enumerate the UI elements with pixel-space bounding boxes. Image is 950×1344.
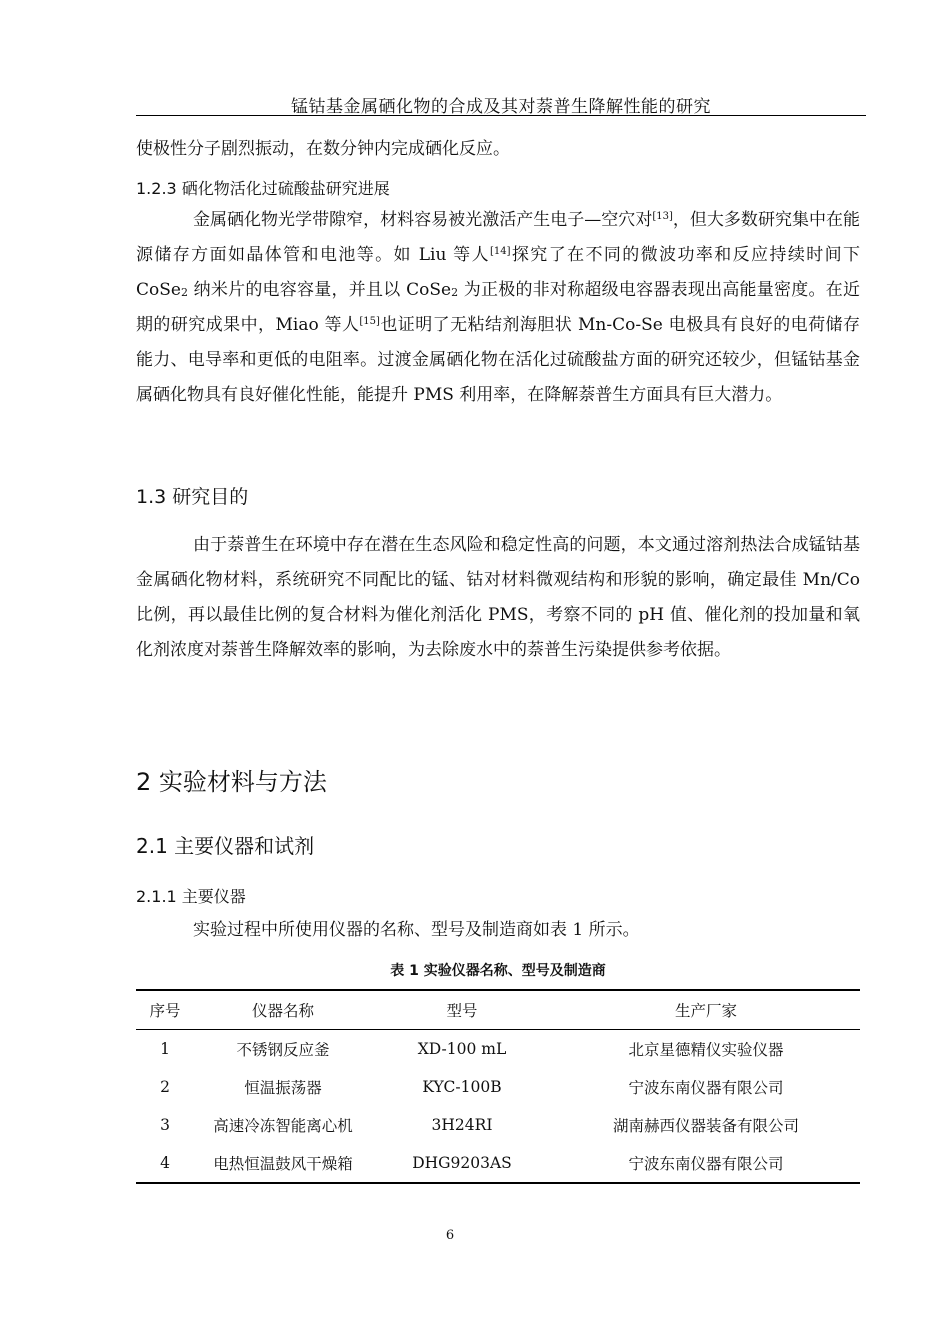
- table-row: [136, 1068, 860, 1106]
- text-segment: ，但大多数研究集中在能源储存方面如晶体管和电池等。如 Liu 等人: [136, 210, 861, 265]
- cell-name: 不锈钢反应釜: [236, 1041, 330, 1059]
- heading-2-1: 2.1 主要仪器和试剂: [136, 834, 315, 858]
- cell-manufacturer: 宁波东南仪器有限公司: [552, 1144, 860, 1183]
- table-row: [136, 1106, 860, 1144]
- heading-1-2-3: 1.2.3 硒化物活化过硫酸盐研究进展: [136, 179, 390, 198]
- citation-15: [15]: [359, 316, 380, 327]
- heading-1-3: 1.3 研究目的: [136, 486, 249, 508]
- text-segment: 金属硒化物光学带隙窄，材料容易被光激活产生电子—空穴对: [193, 210, 653, 230]
- cell-name: 恒温振荡器: [244, 1079, 322, 1097]
- paragraph-research-purpose: 由于萘普生在环境中存在潜在生态风险和稳定性高的问题，本文通过溶剂热法合成锰钴基金属硒化物材料，系统研究不同配比的锰、钴对材料微观结构和形貌的影响，确定最佳 Mn/Co 比例，再以最佳比例的复合材料为催化剂活化 PMS，考察不同的 pH 值、催化剂的投加量和氧化剂浓度对萘普生降解效率的影响，为去除废水中的萘普生污染提供参考依据。: [136, 535, 860, 660]
- table-caption: 表 1 实验仪器名称、型号及制造商: [390, 963, 606, 979]
- cell-index: 1: [160, 1040, 170, 1058]
- cell-index: 3: [160, 1116, 170, 1134]
- header-manufacturer: 生产厂家: [552, 990, 860, 1030]
- subscript: 2: [451, 286, 459, 299]
- table-row: [136, 1144, 860, 1183]
- header-rule: [136, 115, 866, 116]
- header-name: 仪器名称: [194, 990, 372, 1030]
- cell-name: 电热恒温鼓风干燥箱: [194, 1144, 372, 1183]
- cell-name: 高速冷冻智能离心机: [213, 1117, 353, 1135]
- cell-manufacturer: 北京星德精仪实验仪器: [628, 1041, 784, 1059]
- citation-14: [14]: [489, 246, 511, 257]
- paragraph-continuation: 使极性分子剧烈振动，在数分钟内完成硒化反应。: [136, 139, 510, 159]
- heading-2-1-1: 2.1.1 主要仪器: [136, 887, 246, 906]
- text-segment: 纳米片的电容容量，并且以 CoSe: [187, 280, 452, 300]
- paragraph-selenide-activation: [136, 203, 860, 413]
- cell-manufacturer: 宁波东南仪器有限公司: [628, 1079, 784, 1097]
- text-segment: 探究了在不同的微波功率和反应持续时间下 CoSe: [136, 245, 861, 300]
- header-model: 型号: [372, 990, 552, 1030]
- heading-2: 2 实验材料与方法: [136, 768, 327, 796]
- page-number: 6: [445, 1228, 455, 1243]
- cell-index: 2: [160, 1078, 170, 1096]
- cell-manufacturer: 湖南赫西仪器装备有限公司: [612, 1117, 799, 1135]
- cell-model: XD-100 mL: [417, 1040, 507, 1058]
- table-header-row: [136, 990, 860, 1030]
- cell-index: 4: [136, 1144, 194, 1183]
- text-segment: 也证明了无粘结剂海胆状 Mn-Co-Se 电极具有良好的电荷储存能力、电导率和更低的电阻率。过渡金属硒化物在活化过硫酸盐方面的研究还较少，但锰钴基金属硒化物具有良好催化性能，能提升 PMS 利用率，在降解萘普生方面具有巨大潜力。: [136, 315, 860, 405]
- cell-model: 3H24RI: [431, 1116, 493, 1134]
- cell-model: DHG9203AS: [372, 1144, 552, 1183]
- text-segment: 为正极的非对称超级电容器表现出高能量密度。在近期的研究成果中，Miao 等人: [136, 280, 860, 335]
- header-index: 序号: [136, 990, 194, 1030]
- subscript: 2: [180, 286, 188, 299]
- paragraph-table-intro: 实验过程中所使用仪器的名称、型号及制造商如表 1 所示。: [193, 920, 640, 940]
- citation-13: [13]: [652, 211, 673, 222]
- instrument-table: [136, 989, 860, 1184]
- table-row: [136, 1030, 860, 1069]
- running-header: 锰钴基金属硒化物的合成及其对萘普生降解性能的研究: [291, 97, 711, 117]
- cell-model: KYC-100B: [422, 1078, 502, 1096]
